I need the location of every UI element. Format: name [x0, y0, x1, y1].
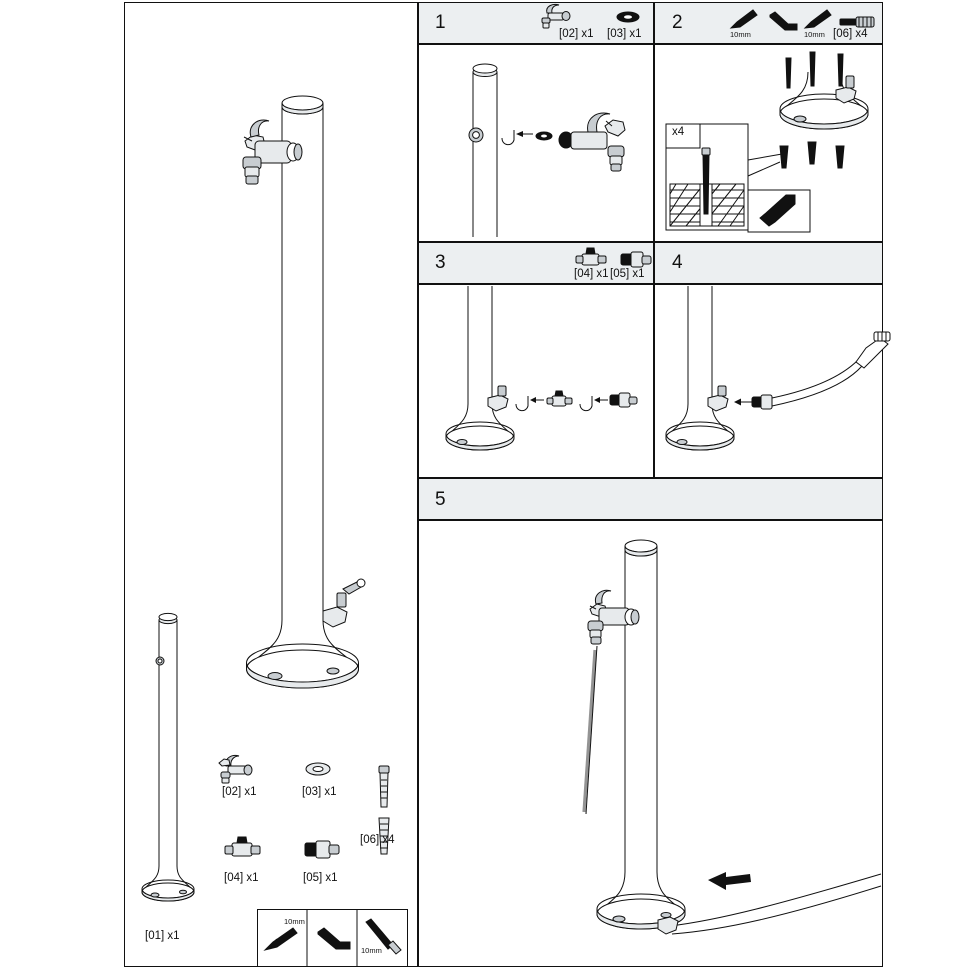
drill-bit-size-label: 10mm	[284, 917, 305, 926]
step-4-number: 4	[672, 252, 683, 273]
legend-label-03: [03] x1	[302, 786, 337, 798]
step-3-valve-icon	[573, 246, 611, 270]
step-1-number: 1	[435, 12, 446, 33]
step-1-diagram	[440, 52, 650, 237]
legend-valve-icon	[222, 834, 264, 864]
hex-key-tool-icon	[312, 926, 354, 958]
step-5-header	[418, 478, 883, 520]
legend-faucet-icon	[216, 754, 256, 786]
drill-bit-tool-icon	[262, 925, 306, 959]
post-part-01-graphic	[133, 598, 213, 918]
step-2-hex-key-icon	[766, 10, 800, 34]
step-2-x4-callout: x4	[672, 126, 685, 138]
step-3-part-05-label: [05] x1	[610, 268, 645, 280]
step-5-number: 5	[435, 489, 446, 510]
step-3-part-04-label: [04] x1	[574, 268, 609, 280]
screwdriver-size-label: 10mm	[361, 946, 382, 955]
assembled-post-graphic	[225, 45, 405, 675]
step-1-faucet-icon	[535, 3, 575, 31]
step-2-number: 2	[672, 12, 683, 33]
step-1-part-02-label: [02] x1	[559, 28, 594, 40]
step-2-part-06-label: [06] x4	[833, 28, 868, 40]
step-3-hose-connector-icon	[618, 248, 654, 270]
legend-label-01: [01] x1	[145, 930, 180, 942]
step-1-part-03-label: [03] x1	[607, 28, 642, 40]
step-4-header	[654, 242, 883, 284]
step-5-diagram	[420, 522, 881, 965]
step-1-washer-icon	[615, 8, 641, 26]
step-2-diagram	[660, 50, 880, 240]
step-2-drill-size-a: 10mm	[730, 30, 751, 39]
legend-hose-connector-icon	[300, 834, 344, 864]
step-3-diagram	[430, 286, 650, 466]
step-4-diagram	[660, 286, 884, 466]
legend-washer-icon	[303, 756, 333, 782]
legend-label-04: [04] x1	[224, 872, 259, 884]
legend-label-06: [06] x4	[360, 834, 395, 846]
legend-label-05: [05] x1	[303, 872, 338, 884]
legend-label-02: [02] x1	[222, 786, 257, 798]
step-2-drill-size-b: 10mm	[804, 30, 825, 39]
step-3-number: 3	[435, 252, 446, 273]
